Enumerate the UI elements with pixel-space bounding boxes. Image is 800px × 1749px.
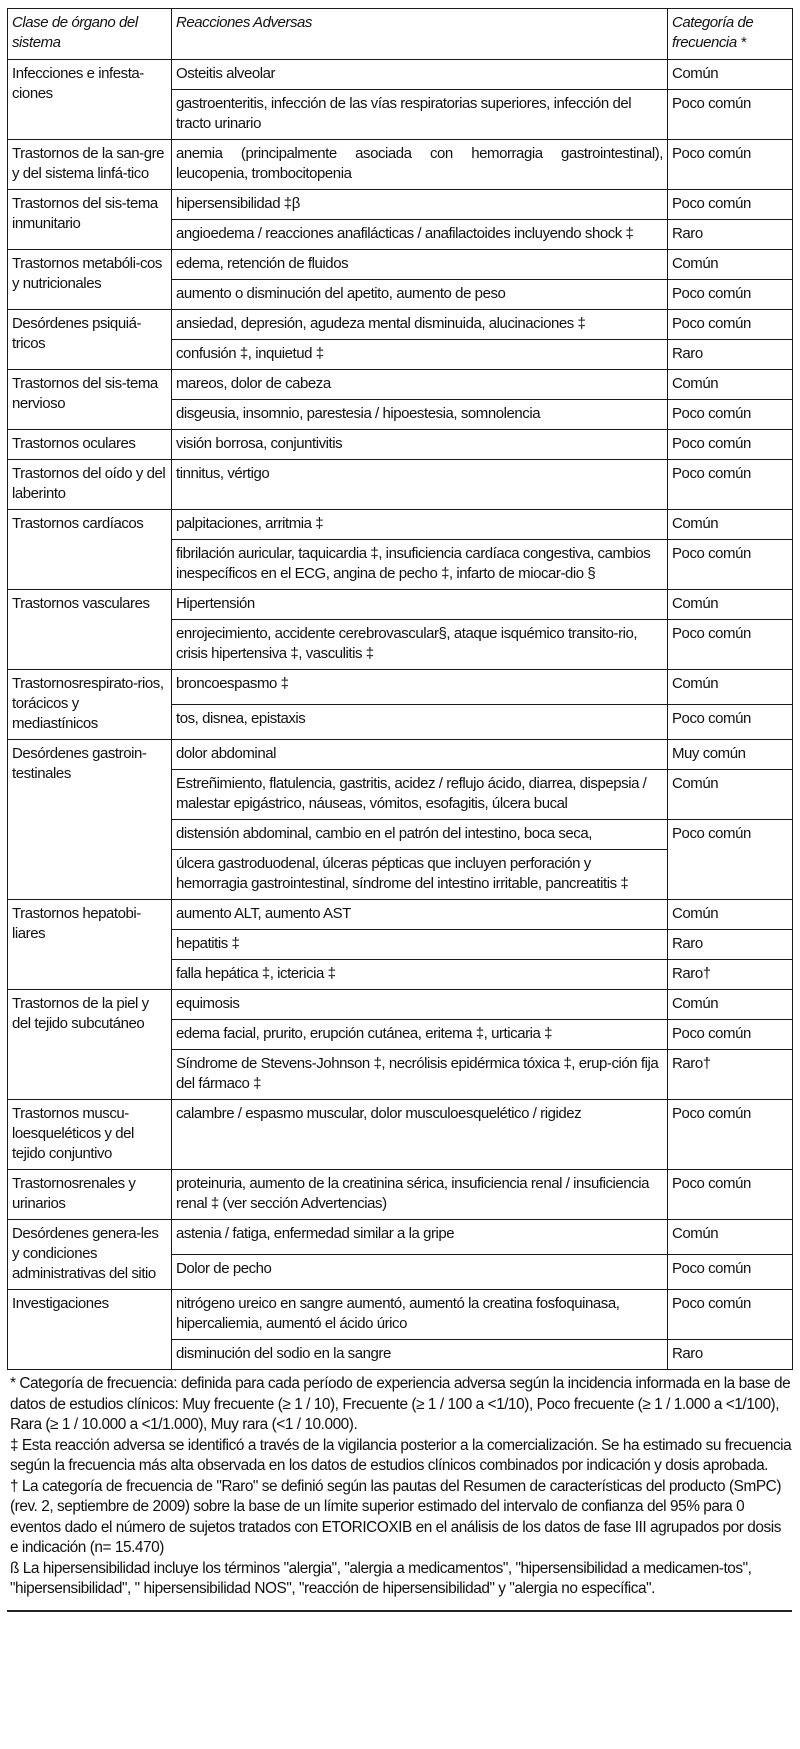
frequency-category-cell: Poco común [668, 705, 793, 740]
frequency-category-cell: Raro [668, 1340, 793, 1370]
system-organ-class-cell: Trastornos de la piel y del tejido subcutáneo [8, 990, 172, 1100]
frequency-category-cell: Común [668, 900, 793, 930]
frequency-category-cell: Común [668, 990, 793, 1020]
frequency-category-cell: Poco común [668, 1170, 793, 1220]
frequency-category-cell: Poco común [668, 620, 793, 670]
frequency-category-cell: Raro† [668, 960, 793, 990]
frequency-category-cell: Poco común [668, 540, 793, 590]
table-row [8, 1100, 793, 1170]
frequency-category-cell: Poco común [668, 400, 793, 430]
footnote-beta: ß La hipersensibilidad incluye los términos "alergia", "alergia a medicamentos", "hipersensibilidad a medicamen-tos", "hipersensibilidad", " hipersensibilidad NOS", "reacción de hipersensibilidad" y "alergia no específica". [10, 1559, 752, 1597]
adverse-reaction-cell: palpitaciones, arritmia ‡ [172, 510, 668, 540]
system-organ-class-cell: Desórdenes psiquiá-tricos [8, 310, 172, 370]
frequency-category-cell: Poco común [668, 140, 793, 190]
table-row [8, 740, 793, 770]
frequency-category-cell: Común [668, 510, 793, 540]
frequency-category-cell: Poco común [668, 430, 793, 460]
table-row [8, 590, 793, 620]
frequency-category-cell: Común [668, 670, 793, 705]
footnote-asterisk: * Categoría de frecuencia: definida para cada período de experiencia adversa según la incidencia informada en la base de datos de estudios clínicos: Muy frecuente (≥ 1 / 10), Frecuente (≥ 1 / 100 a <1/10), Poco frecuente (≥ 1 / 1.000 a <1/100), Rara (≥ 1 / 10.000 a <1/1.000), Muy rara (<1 / 10.000). [10, 1375, 791, 1433]
adverse-reaction-cell: hipersensibilidad ‡β [172, 190, 668, 220]
adverse-reaction-cell: mareos, dolor de cabeza [172, 370, 668, 400]
system-organ-class-cell: Desórdenes genera-les y condiciones administrativas del sitio [8, 1220, 172, 1290]
frequency-category-cell: Poco común [668, 310, 793, 340]
adverse-reaction-cell: Dolor de pecho [172, 1255, 668, 1290]
footnote-double-dagger: ‡ Esta reacción adversa se identificó a través de la vigilancia posterior a la comercialización. Se ha estimado su frecuencia según la frecuencia más alta observada en los datos de estudios clínicos combinados por indicación y dosis aprobada. [10, 1436, 792, 1474]
table-row [8, 370, 793, 400]
adverse-reaction-cell: broncoespasmo ‡ [172, 670, 668, 705]
adverse-reaction-cell: tinnitus, vértigo [172, 460, 668, 510]
adverse-reaction-cell: proteinuria, aumento de la creatinina sérica, insuficiencia renal / insuficiencia renal ‡ (ver sección Advertencias) [172, 1170, 668, 1220]
system-organ-class-cell: Trastornos del oído y del laberinto [8, 460, 172, 510]
adverse-reaction-cell: edema, retención de fluidos [172, 250, 668, 280]
table-row [8, 430, 793, 460]
footnotes [7, 1370, 792, 1600]
adverse-reaction-cell: edema facial, prurito, erupción cutánea, eritema ‡, urticaria ‡ [172, 1020, 668, 1050]
system-organ-class-cell: Trastornos oculares [8, 430, 172, 460]
table-header-row [8, 9, 793, 60]
adverse-reaction-cell: astenia / fatiga, enfermedad similar a la gripe [172, 1220, 668, 1255]
frequency-category-cell: Raro [668, 340, 793, 370]
adverse-reaction-cell: anemia (principalmente asociada con hemorragia gastrointestinal), leucopenia, trombocitopenia [172, 140, 668, 190]
frequency-category-cell: Común [668, 60, 793, 90]
adverse-reaction-cell: tos, disnea, epistaxis [172, 705, 668, 740]
adverse-reaction-cell: enrojecimiento, accidente cerebrovascular§, ataque isquémico transito-rio, crisis hipertensiva ‡, vasculitis ‡ [172, 620, 668, 670]
adverse-reaction-cell: Osteitis alveolar [172, 60, 668, 90]
system-organ-class-cell: Trastornos hepatobi-liares [8, 900, 172, 990]
system-organ-class-cell: Trastornos de la san-gre y del sistema linfá-tico [8, 140, 172, 190]
adverse-reaction-cell: visión borrosa, conjuntivitis [172, 430, 668, 460]
table-row [8, 460, 793, 510]
frequency-category-cell: Común [668, 370, 793, 400]
table-row [8, 1170, 793, 1220]
system-organ-class-cell: Trastornosrenales y urinarios [8, 1170, 172, 1220]
adverse-reaction-cell: hepatitis ‡ [172, 930, 668, 960]
footnote-dagger: † La categoría de frecuencia de "Raro" se definió según las pautas del Resumen de características del producto (SmPC) (rev. 2, septiembre de 2009) sobre la base de un límite superior estimado del intervalo de confianza del 95% para 0 eventos dado el número de sujetos tratados con ETORICOXIB en el análisis de los datos de fase III agrupados por dosis e indicación (n= 15.470) [10, 1477, 782, 1556]
adverse-reaction-cell: confusión ‡, inquietud ‡ [172, 340, 668, 370]
system-organ-class-cell: Infecciones e infesta-ciones [8, 60, 172, 140]
system-organ-class-cell: Investigaciones [8, 1290, 172, 1370]
frequency-category-cell: Muy común [668, 740, 793, 770]
adverse-reaction-cell: fibrilación auricular, taquicardia ‡, insuficiencia cardíaca congestiva, cambios inespecíficos en el ECG, angina de pecho ‡, infarto de miocar-dio § [172, 540, 668, 590]
system-organ-class-cell: Trastornosrespirato-rios, torácicos y mediastínicos [8, 670, 172, 740]
table-row [8, 1220, 793, 1255]
frequency-category-cell: Poco común [668, 280, 793, 310]
adverse-reaction-cell: nitrógeno ureico en sangre aumentó, aumentó la creatina fosfoquinasa, hipercaliemia, aumentó el ácido úrico [172, 1290, 668, 1340]
frequency-category-cell: Poco común [668, 460, 793, 510]
system-organ-class-cell: Trastornos cardíacos [8, 510, 172, 590]
header-frequency: Categoría de frecuencia * [668, 9, 793, 60]
frequency-category-cell: Poco común [668, 1290, 793, 1340]
system-organ-class-cell: Trastornos del sis-tema nervioso [8, 370, 172, 430]
adverse-reaction-cell: angioedema / reacciones anafilácticas / anafilactoides incluyendo shock ‡ [172, 220, 668, 250]
frequency-category-cell: Poco común [668, 90, 793, 140]
adverse-reaction-cell: Síndrome de Stevens-Johnson ‡, necrólisis epidérmica tóxica ‡, erup-ción fija del fármaco ‡ [172, 1050, 668, 1100]
adverse-reaction-cell: Estreñimiento, flatulencia, gastritis, acidez / reflujo ácido, diarrea, dispepsia / malestar epigástrico, náuseas, vómitos, esofagitis, úlcera bucal [172, 770, 668, 820]
adverse-reaction-cell: falla hepática ‡, ictericia ‡ [172, 960, 668, 990]
table-row [8, 310, 793, 340]
frequency-category-cell: Raro [668, 220, 793, 250]
frequency-category-cell: Poco común [668, 1100, 793, 1170]
header-reactions: Reacciones Adversas [172, 9, 668, 60]
frequency-category-cell: Poco común [668, 1255, 793, 1290]
adverse-reaction-cell: gastroenteritis, infección de las vías respiratorias superiores, infección del tracto urinario [172, 90, 668, 140]
table-row [8, 60, 793, 90]
frequency-category-cell: Común [668, 1220, 793, 1255]
system-organ-class-cell: Trastornos del sis-tema inmunitario [8, 190, 172, 250]
adverse-reaction-cell: ansiedad, depresión, agudeza mental disminuida, alucinaciones ‡ [172, 310, 668, 340]
adverse-reaction-cell: disgeusia, insomnio, parestesia / hipoestesia, somnolencia [172, 400, 668, 430]
table-row [8, 900, 793, 930]
adverse-reaction-cell: dolor abdominal [172, 740, 668, 770]
header-soc: Clase de órgano del sistema [8, 9, 172, 60]
adverse-reaction-cell: Hipertensión [172, 590, 668, 620]
adverse-reaction-cell: disminución del sodio en la sangre [172, 1340, 668, 1370]
adverse-reaction-cell: equimosis [172, 990, 668, 1020]
adverse-reaction-cell: úlcera gastroduodenal, úlceras pépticas que incluyen perforación y hemorragia gastrointestinal, síndrome del intestino irritable, pancreatitis ‡ [172, 850, 668, 900]
frequency-category-cell: Poco común [668, 820, 793, 900]
frequency-category-cell: Común [668, 590, 793, 620]
system-organ-class-cell: Trastornos vasculares [8, 590, 172, 670]
table-row [8, 250, 793, 280]
table-row [8, 190, 793, 220]
adverse-reaction-cell: calambre / espasmo muscular, dolor musculoesquelético / rigidez [172, 1100, 668, 1170]
table-row [8, 990, 793, 1020]
frequency-category-cell: Común [668, 770, 793, 820]
adverse-reaction-cell: distensión abdominal, cambio en el patrón del intestino, boca seca, [172, 820, 668, 850]
frequency-category-cell: Raro† [668, 1050, 793, 1100]
system-organ-class-cell: Trastornos metabóli-cos y nutricionales [8, 250, 172, 310]
table-body [8, 60, 793, 1370]
system-organ-class-cell: Trastornos muscu-loesqueléticos y del tejido conjuntivo [8, 1100, 172, 1170]
table-row [8, 510, 793, 540]
system-organ-class-cell: Desórdenes gastroin-testinales [8, 740, 172, 900]
frequency-category-cell: Raro [668, 930, 793, 960]
frequency-category-cell: Poco común [668, 190, 793, 220]
bottom-rule [7, 1610, 792, 1612]
adverse-reaction-cell: aumento ALT, aumento AST [172, 900, 668, 930]
adverse-reactions-table [7, 8, 793, 1370]
adverse-reaction-cell: aumento o disminución del apetito, aumento de peso [172, 280, 668, 310]
table-row [8, 670, 793, 705]
frequency-category-cell: Común [668, 250, 793, 280]
frequency-category-cell: Poco común [668, 1020, 793, 1050]
table-row [8, 140, 793, 190]
table-row [8, 1290, 793, 1340]
